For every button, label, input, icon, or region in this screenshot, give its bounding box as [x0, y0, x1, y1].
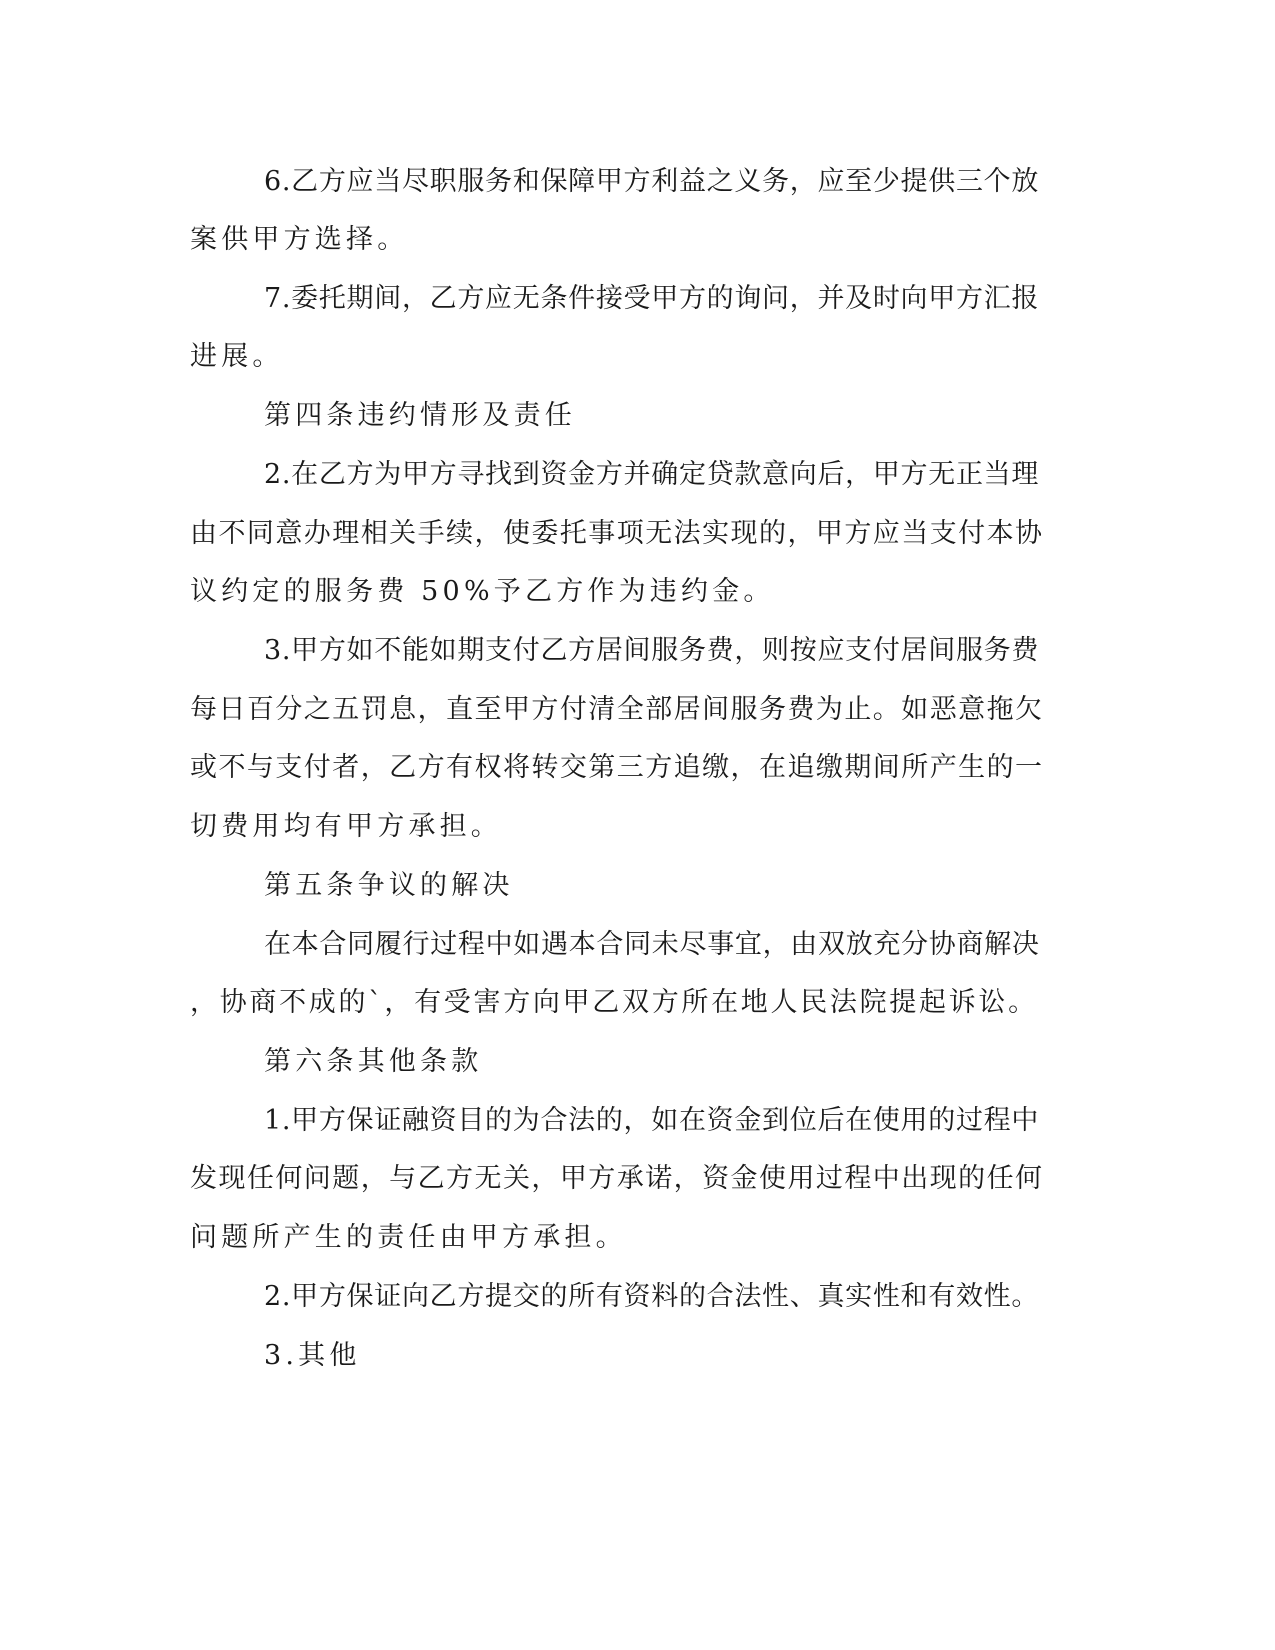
text-line: 案供甲方选择。	[190, 224, 409, 255]
text-line: 或不与支付者，乙方有权将转交第三方追缴，在追缴期间所产生的一	[190, 752, 1044, 783]
text-line: 1.甲方保证融资目的为合法的，如在资金到位后在使用的过程中	[264, 1105, 1040, 1136]
text-line: 进展。	[190, 341, 284, 372]
section-heading: 第五条争议的解决	[264, 870, 514, 901]
text-line: 议约定的服务费 50%予乙方作为违约金。	[190, 576, 775, 607]
text-line: 3.甲方如不能如期支付乙方居间服务费，则按应支付居间服务费	[264, 635, 1040, 666]
text-line: 每日百分之五罚息，直至甲方付清全部居间服务费为止。如恶意拖欠	[190, 694, 1044, 725]
text-line: ，协商不成的`，有受害方向甲乙双方所在地人民法院提起诉讼。	[190, 987, 1038, 1018]
text-line: 7.委托期间，乙方应无条件接受甲方的询问，并及时向甲方汇报	[264, 283, 1040, 314]
section-heading: 第四条违约情形及责任	[264, 400, 576, 431]
text-line: 由不同意办理相关手续，使委托事项无法实现的，甲方应当支付本协	[190, 518, 1044, 549]
text-line: 发现任何问题，与乙方无关，甲方承诺，资金使用过程中出现的任何	[190, 1163, 1044, 1194]
text-line: 6.乙方应当尽职服务和保障甲方利益之义务，应至少提供三个放	[264, 166, 1040, 197]
text-line: 在本合同履行过程中如遇本合同未尽事宜，由双放充分协商解决	[264, 929, 1040, 960]
text-line: 切费用均有甲方承担。	[190, 811, 502, 842]
text-line: 3.其他	[264, 1340, 361, 1371]
section-heading: 第六条其他条款	[264, 1046, 483, 1077]
text-line: 问题所产生的责任由甲方承担。	[190, 1222, 627, 1253]
text-line: 2.在乙方为甲方寻找到资金方并确定贷款意向后，甲方无正当理	[264, 459, 1040, 490]
text-line: 2.甲方保证向乙方提交的所有资料的合法性、真实性和有效性。	[264, 1281, 1040, 1312]
